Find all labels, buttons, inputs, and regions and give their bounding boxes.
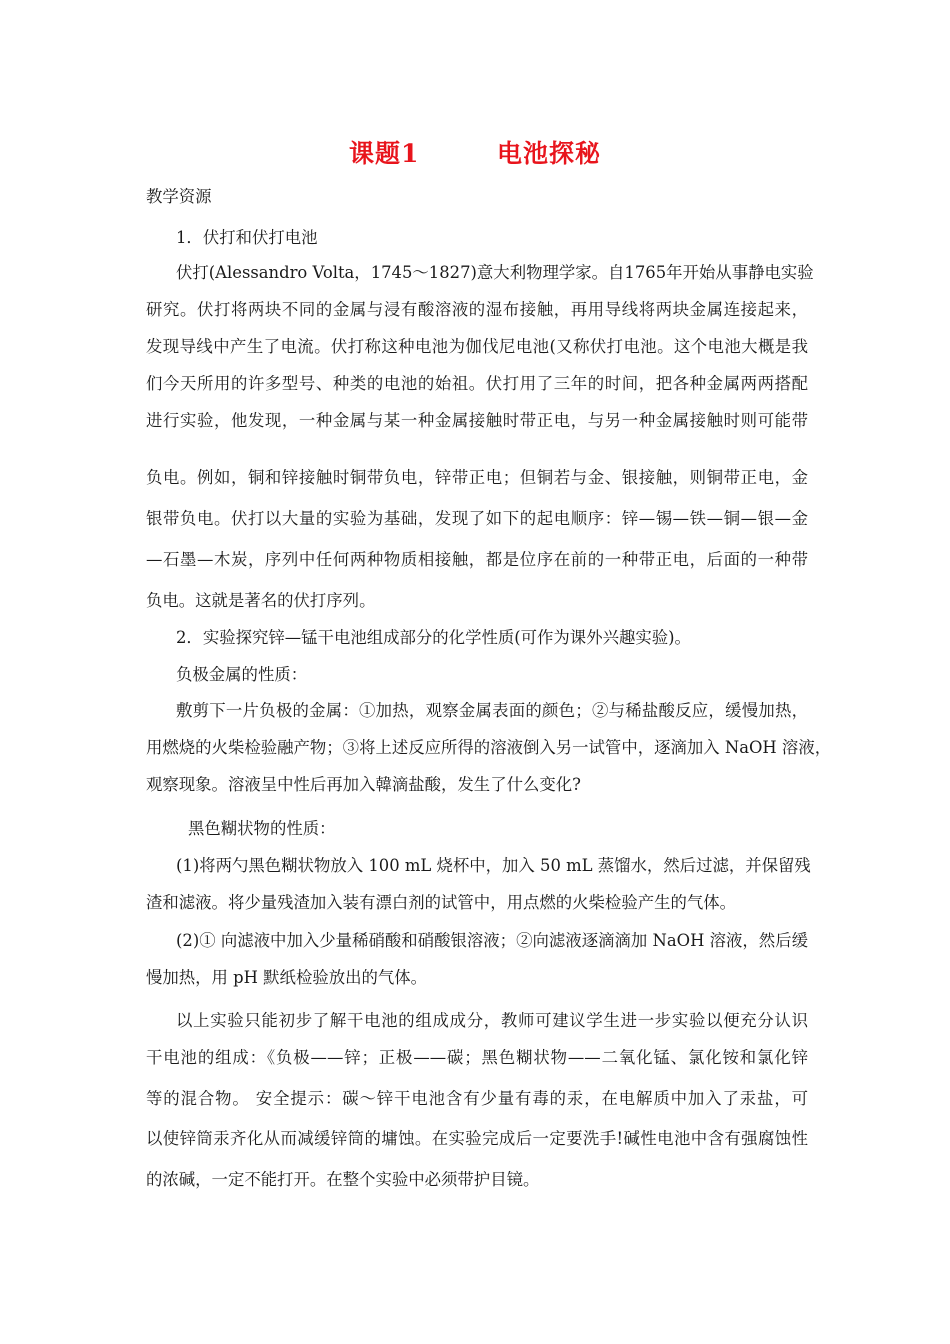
paragraph-line: 银带负电。伏打以大量的实验为基础，发现了如下的起电顺序：锌—锡—铁—铜—银—金 [146, 509, 808, 528]
paragraph-line: 观察现象。溶液呈中性后再加入韓滴盐酸，发生了什么变化? [146, 775, 581, 794]
paragraph-line: 黑色糊状物的性质： [188, 819, 336, 838]
paragraph-line: 负极金属的性质： [176, 665, 308, 684]
paragraph-line: 伏打(Alessandro Volta，1745～1827)意大利物理学家。自1765年开始从事静电实验 [176, 263, 814, 282]
paragraph-line: 发现导线中产生了电流。伏打称这种电池为伽伐尼电池(又称伏打电池。这个电池大概是我 [146, 337, 808, 356]
paragraph-line: 的浓碱，一定不能打开。在整个实验中必须带护目镜。 [146, 1170, 540, 1189]
document-title: 课题1 电池探秘 [348, 139, 602, 168]
paragraph-line: 等的混合物。 安全提示：碳～锌干电池含有少量有毒的汞，在电解质中加入了汞盐，可 [146, 1089, 808, 1108]
section-heading-teaching-resources: 教学资源 [146, 187, 212, 206]
paragraph-line: 用燃烧的火柴检验融产物；③将上述反应所得的溶液倒入另一试管中，逐滴加入 NaOH 溶液， [146, 738, 832, 757]
paragraph-line: —石墨—木炭，序列中任何两种物质相接触，都是位序在前的一种带正电，后面的一种带 [146, 550, 808, 569]
subsection-heading-volta: 1．伏打和伏打电池 [176, 228, 318, 247]
paragraph-line: 慢加热，用 pH 默纸检验放出的气体。 [146, 968, 428, 987]
paragraph-line: 进行实验，他发现，一种金属与某一种金属接触时带正电，与另一种金属接触时则可能带 [146, 411, 808, 430]
paragraph-line: 以使锌筒汞齐化从而减缓锌筒的墉蚀。在实验完成后一定要洗手!碱性电池中含有强腐蚀性 [146, 1129, 808, 1148]
paragraph-line: 干电池的组成：《负极——锌；正极——碳；黑色糊状物——二氧化锰、氯化铵和氯化锌 [146, 1048, 808, 1067]
subsection-heading-zinc-manganese: 2．实验探究锌—锰干电池组成部分的化学性质(可作为课外兴趣实验)。 [176, 628, 691, 647]
paragraph-line: 负电。这就是著名的伏打序列。 [146, 591, 376, 610]
paragraph-line: 们今天所用的许多型号、种类的电池的始祖。伏打用了三年的时间，把各种金属两两搭配 [146, 374, 808, 393]
paragraph-line: (2)① 向滤液中加入少量稀硝酸和硝酸银溶液；②向滤液逐滴滴加 NaOH 溶液，然后缓 [176, 931, 808, 950]
paragraph-line: 负电。例如，铜和锌接触时铜带负电，锌带正电；但铜若与金、银接触，则铜带正电，金 [146, 468, 808, 487]
paragraph-line: 以上实验只能初步了解干电池的组成成分，教师可建议学生进一步实验以便充分认识 [176, 1011, 808, 1030]
paragraph-line: 敷剪下一片负极的金属：①加热，观察金属表面的颜色；②与稀盐酸反应，缓慢加热， [176, 701, 808, 720]
paragraph-line: (1)将两勺黑色糊状物放入 100 mL 烧杯中，加入 50 mL 蒸馏水，然后过滤，并保留残 [176, 856, 811, 875]
paragraph-line: 渣和滤液。将少量残渣加入装有漂白剂的试管中，用点燃的火柴检验产生的气体。 [146, 893, 737, 912]
paragraph-line: 研究。伏打将两块不同的金属与浸有酸溶液的湿布接触，再用导线将两块金属连接起来， [146, 300, 808, 319]
